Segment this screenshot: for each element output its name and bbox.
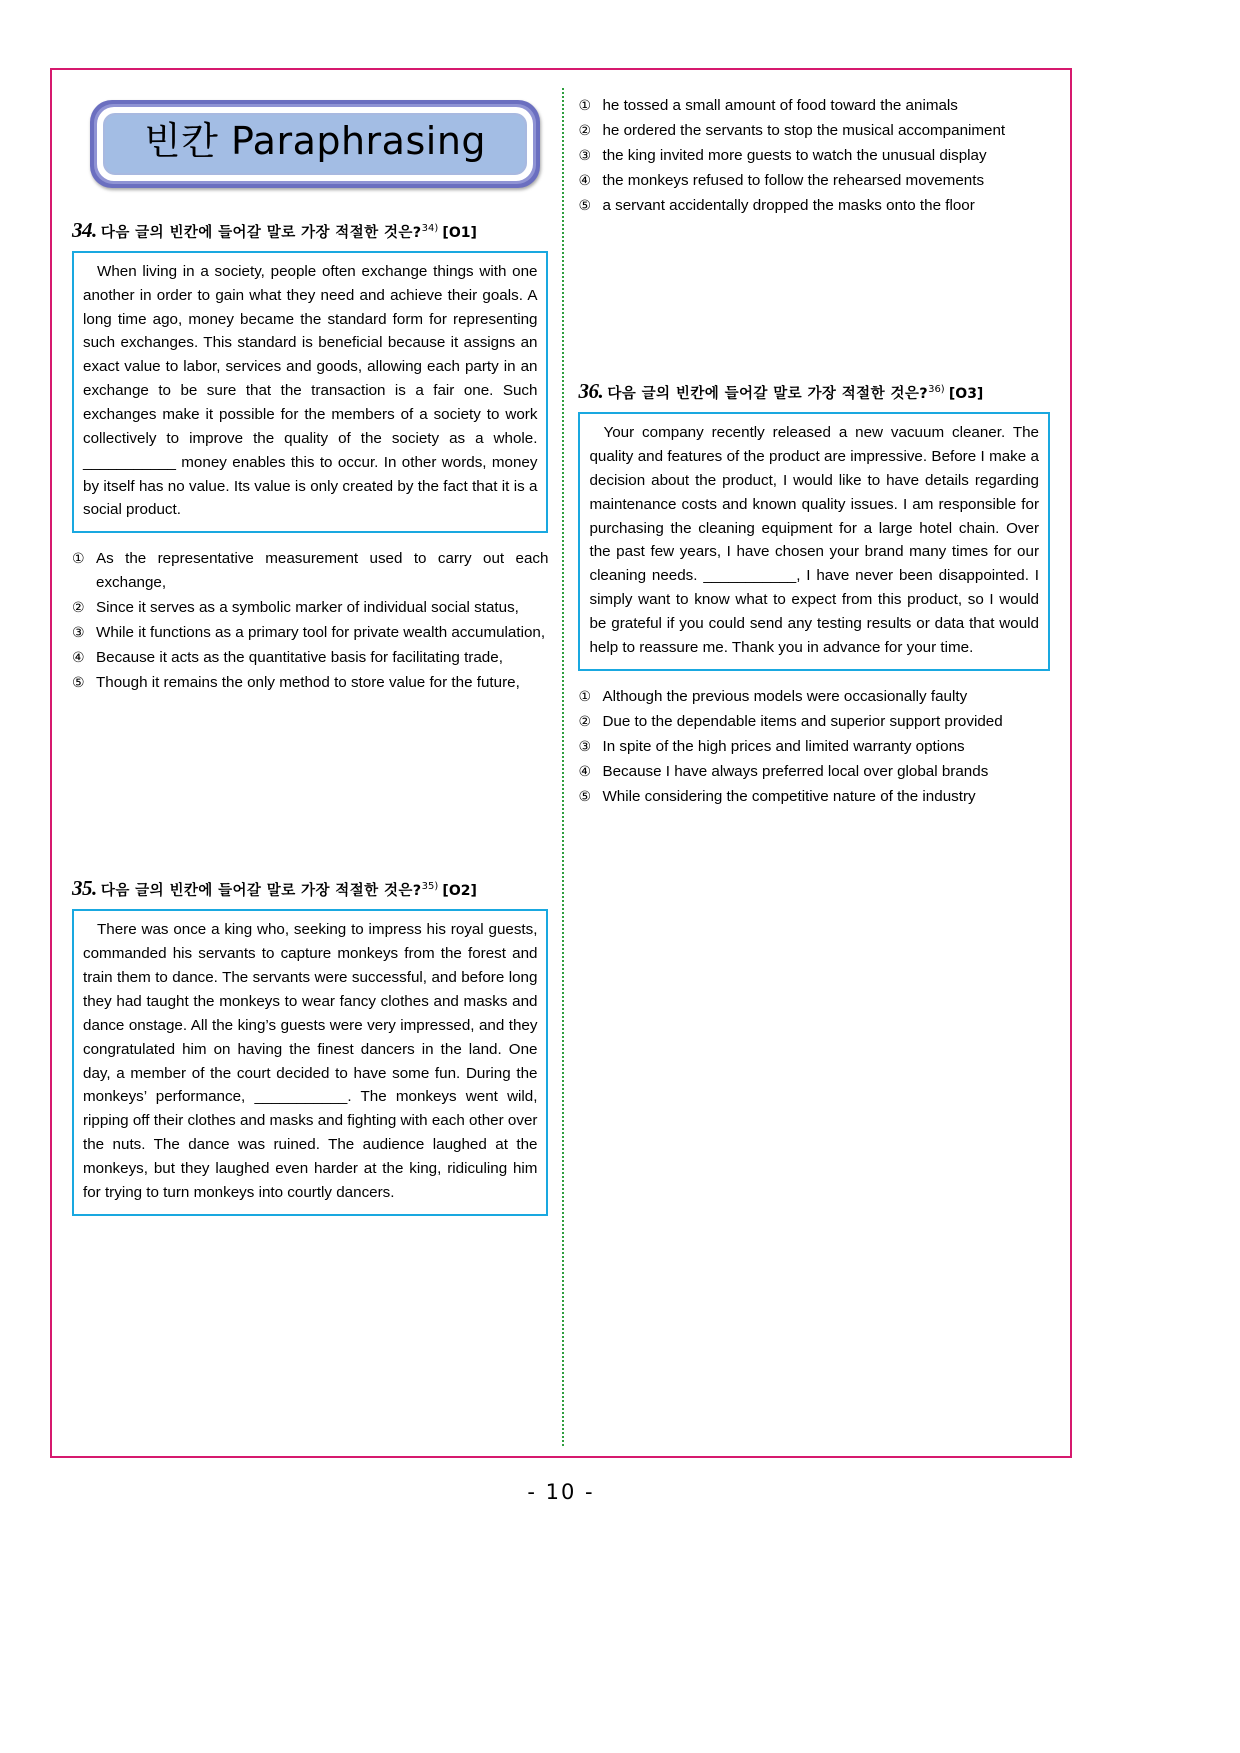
banner-core <box>105 115 525 173</box>
question-34-footnote: 34) <box>421 222 439 234</box>
question-35-passage-text: There was once a king who, seeking to impress his royal guests, commanded his servants to capture monkeys from the forest and train them to dance. The servants were successful, and before long they had taught the monkeys to wear fancy clothes and masks and dance onstage. All the king’s guests were very impressed, and they congratulated him on having the finest dancers in the land. One day, a member of the court decided to have some fun. During the monkeys’ performance, ___________. The monkeys went wild, ripping off their clothes and masks and fighting with each other over the nuts. The dance was ruined. The audience laughed at the monkeys, but they laughed even harder at the king, ridiculing him for trying to turn monkeys into courtly dancers. <box>83 921 538 1201</box>
question-35-heading <box>72 876 548 901</box>
right-column-spacer <box>578 219 1050 349</box>
choice-marker: ③ <box>578 148 592 165</box>
choice-marker: ② <box>578 713 592 730</box>
choice-marker: ④ <box>578 173 592 190</box>
question-34-tag: [O1] <box>442 224 477 241</box>
choice-text: a servant accidentally dropped the masks onto the floor <box>602 197 975 215</box>
choice-item[interactable] <box>578 144 1050 168</box>
choice-marker: ② <box>72 600 85 617</box>
question-36-passage-text: Your company recently released a new vacuum cleaner. The quality and features of the product are impressive. Before I make a decision about the product, I would like to have details regarding maintenance costs and known quality issues. I am responsible for purchasing the cleaning equipment for a large hotel chain. Over the past few years, I have chosen your brand many times for our cleaning needs. ___________, I have never been disappointed. I simply want to know what to expect from this product, so I would be grateful if you could send any testing results or data that would help to reassure me. Thank you in advance for your time. <box>589 424 1039 656</box>
choice-item[interactable] <box>578 685 1050 709</box>
choice-text: While it functions as a primary tool for private wealth accumulation, <box>96 624 546 642</box>
choice-marker: ⑤ <box>72 675 85 692</box>
choice-item[interactable] <box>578 119 1050 143</box>
choice-item[interactable] <box>578 94 1050 118</box>
choice-item[interactable] <box>578 194 1050 218</box>
question-34-heading <box>72 218 548 243</box>
choice-marker: ③ <box>578 738 592 755</box>
choice-marker: ② <box>578 123 592 140</box>
choice-text: Due to the dependable items and superior support provided <box>602 712 1003 730</box>
column-divider <box>562 88 564 1446</box>
question-35-tag: [O2] <box>442 883 477 900</box>
choice-item[interactable] <box>578 710 1050 734</box>
question-36-prompt: 다음 글의 빈칸에 들어갈 말로 가장 적절한 것은? <box>607 386 929 403</box>
right-column <box>578 88 1050 1446</box>
question-34-choices <box>72 547 548 695</box>
banner-outer-frame <box>90 100 540 188</box>
choice-marker: ④ <box>578 763 592 780</box>
banner-frame-4 <box>101 111 529 177</box>
choice-item[interactable] <box>72 671 548 695</box>
choice-text: the monkeys refused to follow the rehearsed movements <box>602 172 985 190</box>
question-35-choices <box>578 94 1050 218</box>
question-34-number: 34. <box>72 217 97 242</box>
choice-text: As the representative measurement used to carry out each exchange, <box>96 550 549 592</box>
question-36-footnote: 36) <box>928 384 945 396</box>
left-column-spacer <box>72 696 548 846</box>
banner-title: 빈칸 Paraphrasing <box>143 119 487 163</box>
worksheet-page <box>50 68 1072 1504</box>
question-35-passage-box <box>72 909 548 1215</box>
choice-text: Although the previous models were occasionally faulty <box>602 687 968 705</box>
choice-item[interactable] <box>578 785 1050 809</box>
choice-marker: ④ <box>72 650 85 667</box>
choice-marker: ③ <box>72 625 85 642</box>
question-35-footnote: 35) <box>421 881 439 893</box>
question-36-number: 36. <box>578 379 604 404</box>
question-35-number: 35. <box>72 876 97 901</box>
choice-marker: ⑤ <box>578 198 592 215</box>
question-34-prompt: 다음 글의 빈칸에 들어갈 말로 가장 적절한 것은? <box>100 224 422 241</box>
page-footer <box>52 1480 1070 1504</box>
choice-text: Because it acts as the quantitative basis for facilitating trade, <box>96 649 503 667</box>
question-36-tag: [O3] <box>948 386 984 403</box>
page-number: - 10 - <box>527 1480 595 1504</box>
two-column-layout <box>72 88 1050 1446</box>
choice-text: Since it serves as a symbolic marker of individual social status, <box>96 599 519 617</box>
question-34-passage-text: When living in a society, people often exchange things with one another in order to gain what they need and achieve their goals. A long time ago, money became the standard form for representing such exchanges. This standard is beneficial because it assigns an exact value to labor, services and goods, allowing each party in an exchange to be sure that the transaction is a fair one. Such exchanges make it possible for the members of a society to work collectively to improve the quality of the society as a whole. ___________ money enables this to occur. In other words, money by itself has no value. Its value is only created by the fact that it is a social product. <box>83 262 538 519</box>
choice-item[interactable] <box>72 547 548 595</box>
question-35-prompt: 다음 글의 빈칸에 들어갈 말로 가장 적절한 것은? <box>100 883 422 900</box>
question-36-passage-box <box>578 412 1050 671</box>
choice-text: Because I have always preferred local over global brands <box>602 762 989 780</box>
choice-text: In spite of the high prices and limited warranty options <box>602 737 965 755</box>
title-banner <box>90 100 540 188</box>
left-column <box>72 88 562 1446</box>
choice-text: he tossed a small amount of food toward the animals <box>602 97 958 114</box>
choice-text: the king invited more guests to watch the unusual display <box>602 147 987 165</box>
choice-marker: ① <box>578 688 592 705</box>
banner-frame-3 <box>97 107 533 181</box>
choice-item[interactable] <box>72 596 548 620</box>
choice-marker: ① <box>72 551 85 568</box>
question-34-passage-box <box>72 251 548 533</box>
choice-marker: ⑤ <box>578 788 592 805</box>
choice-item[interactable] <box>578 735 1050 759</box>
choice-text: While considering the competitive nature of the industry <box>602 787 976 805</box>
choice-item[interactable] <box>72 621 548 645</box>
choice-marker: ① <box>578 98 592 114</box>
choice-item[interactable] <box>578 169 1050 193</box>
choice-item[interactable] <box>578 760 1050 784</box>
banner-frame-2 <box>94 104 536 184</box>
question-36-choices <box>578 685 1050 809</box>
page-inner <box>52 70 1070 1504</box>
choice-item[interactable] <box>72 646 548 670</box>
question-36-heading <box>578 379 1050 404</box>
choice-text: he ordered the servants to stop the musical accompaniment <box>602 122 1006 140</box>
choice-text: Though it remains the only method to store value for the future, <box>96 674 520 692</box>
